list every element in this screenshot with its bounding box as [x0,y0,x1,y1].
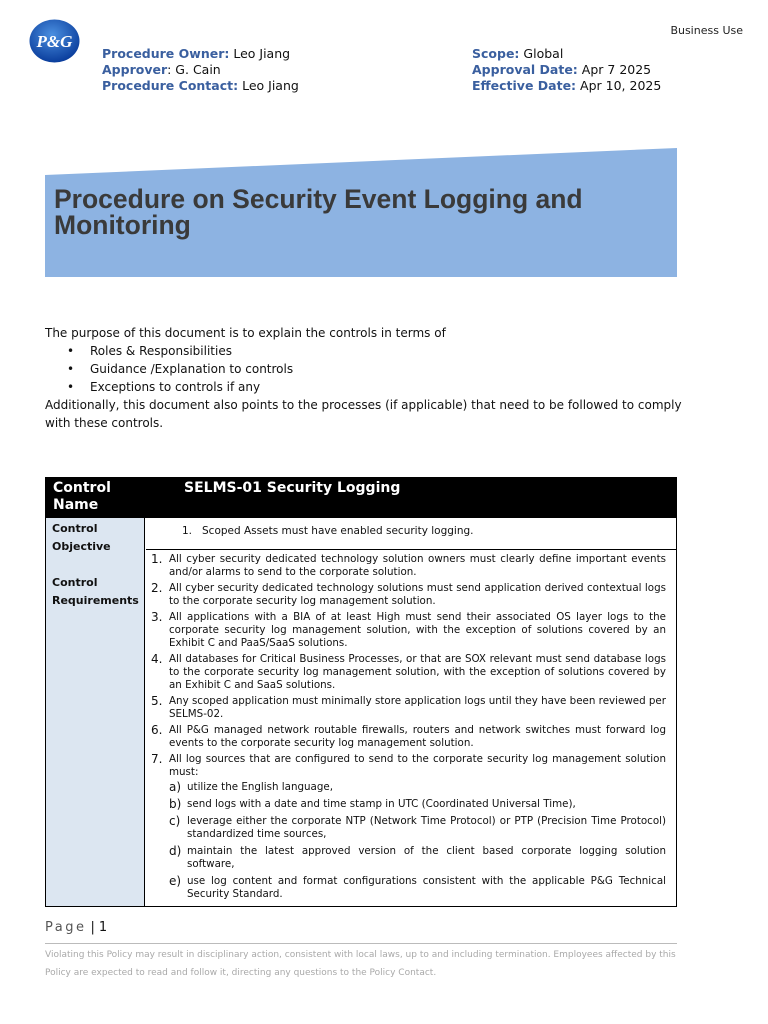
intro-bullet: • Roles & Responsibilities [67,344,232,358]
sub-requirement-item: b) send logs with a date and time stamp in UTC (Coordinated Universal Time), [169,797,576,811]
objective-text: Scoped Assets must have enabled security logging. [202,525,474,537]
requirement-item: 5. Any scoped application must minimally store application logs until they have been reviewed per SELMS-02. [151,694,666,720]
intro-section [45,324,685,432]
pg-logo [29,19,80,63]
title-banner [45,148,677,277]
meta-owner: Procedure Owner: Leo Jiang [102,46,291,61]
meta-approval-date: Approval Date: Apr 7 2025 [472,61,652,77]
meta-right [472,46,661,93]
requirement-item: 4. All databases for Critical Business Processes, or that are SOX relevant must send database logs to the corporate security log management solution, with the exception of solutions covered by an Exhibit C and SaaS solutions. [151,652,666,691]
control-table [45,477,677,907]
page-number: 1 [98,920,108,935]
label-column [46,518,145,906]
meta-approver: Approver: G. Cain [102,61,221,77]
page-label: Page [45,920,87,935]
requirement-item: 7. All log sources that are configured to send to the corporate security log management solution must: a) utilize the English language, b) send logs with a date and time stamp in UTC (Coordinated Universal Time), c) leverage either the corporate NTP (Network Time Protocol) or PTP (Precision Time Protocol) standardized time sources, d) maintain the latest approved version of the client based corporate logging solution software, e) use log content and format configurations consistent with the applicable P&G Technical Security Standard. [151,752,666,900]
requirement-item: 6. All P&G managed network routable firewalls, routers and network switches must forward log events to the corporate security log management solution. [151,723,666,749]
requirement-item: 2. All cyber security dedicated technology solutions must send application derived contextual logs to the corporate security log management solution. [151,581,666,607]
footer-divider [45,943,677,944]
col-header-control-id: SELMS-01 Security Logging [184,480,401,496]
col-header-control-name: Control Name [53,480,111,513]
classification-label: Business Use [670,24,743,37]
control-requirements-cell [151,553,666,905]
logo-text: P&G [36,32,73,51]
page-number-footer [45,920,107,935]
label-control-requirements: Control Requirements [52,576,139,607]
page-title: Procedure on Security Event Logging and Monitoring [54,184,583,240]
meta-contact: Procedure Contact: Leo Jiang [102,77,299,93]
sub-requirement-item: e) use log content and format configurations consistent with the applicable P&G Technical Security Standard. [169,874,666,900]
footer-disclaimer: Violating this Policy may result in disciplinary action, consistent with local laws, up to and including termination. Employees affected by this Policy are expected to read and follow it, directing any questions to the Policy Contact. [45,950,676,978]
meta-left [102,46,299,93]
intro-lead: The purpose of this document is to explain the controls in terms of [45,326,446,340]
meta-effective-date: Effective Date: Apr 10, 2025 [472,77,662,93]
intro-bullet: • Guidance /Explanation to controls [67,362,294,376]
page-separator: | [90,920,95,935]
intro-bullets [45,342,685,396]
intro-bullet: • Exceptions to controls if any [67,380,261,394]
control-objective-cell: 1. Scoped Assets must have enabled security logging. [146,518,676,550]
label-control-objective: Control Objective [52,522,111,553]
requirement-item: 3. All applications with a BIA of at least High must send their associated OS layer logs to the corporate security log management solution, with the exception of solutions covered by an Exhibit C and PaaS/SaaS solutions. [151,610,666,649]
sub-requirements [169,781,666,901]
requirement-item: 1. All cyber security dedicated technology solution owners must clearly define important events and/or alarms to send to the corporate solution. [151,552,666,578]
intro-closing: Additionally, this document also points to the processes (if applicable) that need to be followed to comply with these controls. [45,398,682,430]
sub-requirement-item: c) leverage either the corporate NTP (Network Time Protocol) or PTP (Precision Time Protocol) standardized time sources, [169,814,666,840]
table-header [46,478,676,518]
sub-requirement-item: d) maintain the latest approved version of the client based corporate logging solution software, [169,844,666,870]
meta-scope: Scope: Global [472,46,564,61]
sub-requirement-item: a) utilize the English language, [169,780,333,794]
